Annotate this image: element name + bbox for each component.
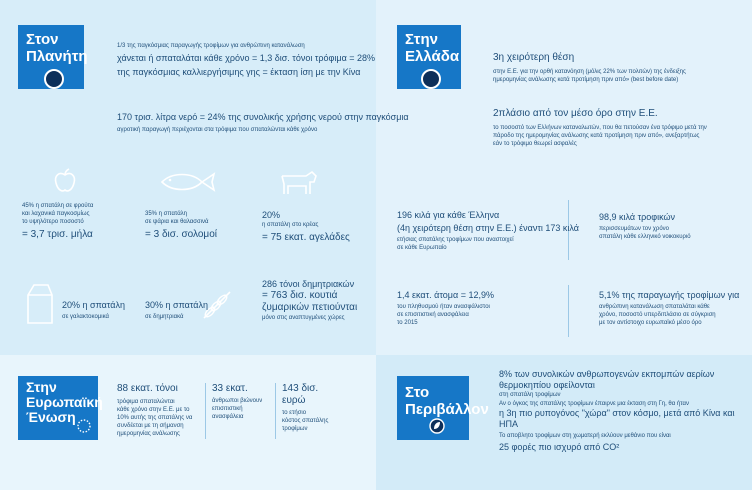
eu-c-big2: ευρώ	[282, 395, 306, 406]
eu-cost-stat	[282, 383, 328, 433]
eu-a-l2: κάθε χρόνο στην Ε.Ε. με το	[117, 407, 190, 413]
greece-food-l1: 5,1% της παραγωγής τροφίμων για	[599, 290, 740, 300]
eu-b-l2: επισιτιστική	[212, 406, 243, 412]
greece-title-line2: Ελλάδα	[405, 48, 460, 65]
planet-s1-line3: της παγκόσμιας καλλιεργήσιμης γης = έκταση ίση με την Κίνα	[117, 67, 361, 77]
apple-icon	[52, 168, 78, 194]
fish-big: = 3 δισ. σολομοί	[145, 229, 217, 240]
planet-title-box	[18, 25, 88, 89]
env-title-line2: Περιβάλλον	[405, 401, 489, 418]
planet-s1-line1: 1/3 της παγκόσμιας παραγωγής τροφίμων για ανθρώπινη κατανάλωση	[117, 43, 305, 49]
greece-pop-l2: του πληθυσμού ήταν ανασφάλιστοι	[397, 304, 490, 310]
greece-title-box	[397, 25, 461, 89]
eu-a-l4: συνδέεται με τη σήμανση	[117, 423, 184, 429]
eu-c-l3: τροφίμων	[282, 426, 308, 432]
greece-h1-block	[493, 52, 686, 84]
fruit-line3: το υψηλότερο ποσοστό	[22, 219, 84, 225]
meat-stat	[262, 210, 350, 244]
eu-a-l3: 10% αυτής της σπατάλης να	[117, 415, 193, 421]
eu-tonnes-stat	[117, 383, 192, 438]
fish-line2: σε ψάρια και θαλασσινά	[145, 219, 209, 225]
greece-map-icon	[421, 69, 441, 89]
eu-b-big1: 33 εκατ.	[212, 383, 248, 394]
greece-pop-l4: το 2015	[397, 320, 418, 326]
dairy-line1: 20% η σπατάλη	[62, 300, 125, 310]
greece-h1-l2: ημερομηνίας ανάλωσης κατά προτίμηση πριν από» (best before date)	[493, 77, 679, 83]
grain-stat	[145, 300, 208, 321]
eu-title-line2: Ευρωπαϊκή	[26, 394, 103, 410]
eu-c-l1: το ετήσιο	[282, 410, 307, 416]
eu-a-l5: ημερομηνίας ανάλωσης	[117, 431, 180, 437]
greece-h2-block	[493, 108, 707, 148]
env-title-line1: Στο	[405, 384, 430, 401]
env-e3-l2: 25 φορές πιο ισχυρό από CO²	[499, 442, 620, 452]
planet-title-line1: Στον	[26, 31, 59, 48]
greece-food-l4: με τον αντίστοιχο ευρωπαϊκό μέσο όρο	[599, 320, 702, 326]
milk-carton-icon	[24, 283, 54, 325]
planet-title-line2: Πλανήτη	[26, 48, 88, 65]
fruit-stat	[22, 202, 93, 241]
eu-stars-icon	[76, 418, 92, 434]
greece-h1-l1: στην Ε.Ε. για την ορθή κατανόηση (μόλις 22% των πολιτών) της ένδειξης	[493, 69, 686, 75]
eu-people-stat	[212, 383, 262, 421]
greece-pct-l1: 98,9 κιλά τροφικών	[599, 212, 676, 222]
greece-food-l3: χρόνο, ποσοστό υπερδιπλάσιο σε σύγκριση	[599, 312, 716, 318]
greece-production-stat	[599, 290, 739, 327]
pasta-line2: = 763 δισ. κουτιά	[262, 290, 338, 301]
leaf-icon	[429, 418, 445, 434]
env-e2-l2: η 3η πιο ρυπογόνος "χώρα" στον κόσμο, μετά από Κίνα και ΗΠΑ	[499, 408, 735, 429]
dairy-stat	[62, 300, 125, 321]
env-e3-l1: Το αποβλητο τροφίμων στη χωματερή εκλύουν μεθάνιο που είναι	[499, 433, 671, 439]
eu-a-l1: τρόφιμα σπαταλώνται	[117, 399, 175, 405]
fish-line1: 35% η σπατάλη	[145, 211, 187, 217]
eu-divider-2	[275, 383, 276, 439]
meat-big: = 75 εκατ. αγελάδες	[262, 232, 350, 243]
planet-s2	[117, 112, 409, 134]
fruit-line1: 45% η σπατάλη σε φρούτα	[22, 203, 94, 209]
planet-s2-line1: 170 τρισ. λίτρα νερό = 24% της συνολικής χρήσης νερού στην παγκόσμια	[117, 112, 409, 122]
eu-c-big1: 143 δισ.	[282, 383, 319, 394]
greece-kg-stat	[397, 210, 579, 252]
env-country-stat	[499, 400, 752, 430]
env-e1-l2: στη σπατάλη τροφίμων	[499, 392, 561, 398]
greece-h2-l2: πάροδο της ημερομηνίας ανάλωσης κατά προτίμηση πριν από», ανεξαρτήτως	[493, 133, 700, 139]
dairy-line2: σε γαλακτοκομικά	[62, 314, 109, 320]
env-emissions-stat	[499, 369, 752, 399]
eu-title-box	[18, 376, 103, 440]
eu-b-l1: άνθρωποι βιώνουν	[212, 398, 263, 404]
fruit-line2: και λαχανικά παγκοσμίως	[22, 211, 90, 217]
planet-s2-line2: αγροτική παραγωγή περιέχονται στα τρόφιμα που σπαταλώνται κάθε χρόνο	[117, 127, 318, 133]
pasta-line4: μόνο στις αναπτυγμένες χώρες	[262, 315, 345, 321]
greece-food-l2: ανθρώπινη κατανάλωση σπαταλάται κάθε	[599, 304, 710, 310]
greece-pct-l3: σπατάλη κάθε ελληνικό νοικοκυριό	[599, 234, 691, 240]
meat-line1: 20%	[262, 210, 281, 220]
eu-title-line1: Στην	[26, 379, 57, 395]
greece-kg-l3: ετήσιας σπατάλης τροφίμων που αναστοιχεί	[397, 237, 514, 243]
grain-line2: σε δημητριακά	[145, 314, 184, 320]
greece-h2-l1: το ποσοστό των Ελλήνων καταναλωτών, που θα πετούσαν ένα τρόφιμο μετά την	[493, 125, 707, 131]
greece-pop-l3: σε επισιτιστική ανασφάλεια	[397, 312, 469, 318]
greece-population-stat	[397, 290, 494, 327]
env-e1-l1: 8% των συνολικών ανθρωπογενών εκπομπών αερίων θερμοκηπίου οφείλονται	[499, 369, 715, 390]
pasta-stat	[262, 279, 357, 322]
planet-s1-line2: χάνεται ή σπαταλάται κάθε χρόνο = 1,3 δισ. τόνοι τρόφιμα = 28%	[117, 53, 376, 63]
greece-title-line1: Στην	[405, 31, 438, 48]
environment-title-box	[397, 376, 489, 440]
grain-line1: 30% η σπατάλη	[145, 300, 208, 310]
greece-pop-l1: 1,4 εκατ. άτομα = 12,9%	[397, 290, 494, 300]
eu-title-line3: Ένωση	[26, 409, 76, 425]
eu-a-big: 88 εκατ. τόνοι	[117, 383, 178, 394]
fish-icon	[158, 170, 216, 194]
planet-s1	[117, 42, 375, 78]
greece-h2: 2πλάσιο από τον μέσο όρο στην Ε.Ε.	[493, 108, 658, 119]
greece-kg-l1: 196 κιλά για κάθε Έλληνα	[397, 210, 500, 220]
globe-icon	[44, 69, 64, 89]
env-methane-stat	[499, 432, 671, 453]
greece-h1: 3η χειρότερη θέση	[493, 52, 575, 63]
pasta-line3: ζυμαρικών πετιούνται	[262, 302, 358, 313]
greece-h2-l3: εάν το τρόφιμο θεωρεί ασφαλές	[493, 141, 577, 147]
pasta-line1: 286 τόνοι δημητριακών	[262, 279, 355, 289]
greece-pct-l2: περισσευμάτων τον χρόνο	[599, 226, 670, 232]
greece-kg-l2: (4η χειρότερη θέση στην Ε.Ε.) έναντι 173 κιλά	[397, 223, 579, 233]
greece-household-stat	[599, 212, 691, 241]
env-e2-l1: Αν ο όγκος της σπατάλης τροφίμων έπαιρνε μια έκταση στη Γη, θα ήταν	[499, 401, 689, 407]
cow-icon	[274, 170, 318, 196]
eu-c-l2: κόστος σπατάλης	[282, 418, 329, 424]
eu-divider-1	[205, 383, 206, 439]
fruit-big: = 3,7 τρισ. μήλα	[22, 229, 93, 240]
meat-line2: η σπατάλη στο κρέας	[262, 222, 319, 228]
fish-stat	[145, 210, 217, 241]
eu-b-l3: ανασφάλεια	[212, 414, 244, 420]
greece-kg-l4: σε κάθε Ευρωπαίο	[397, 245, 447, 251]
greece-divider-2	[568, 285, 569, 337]
